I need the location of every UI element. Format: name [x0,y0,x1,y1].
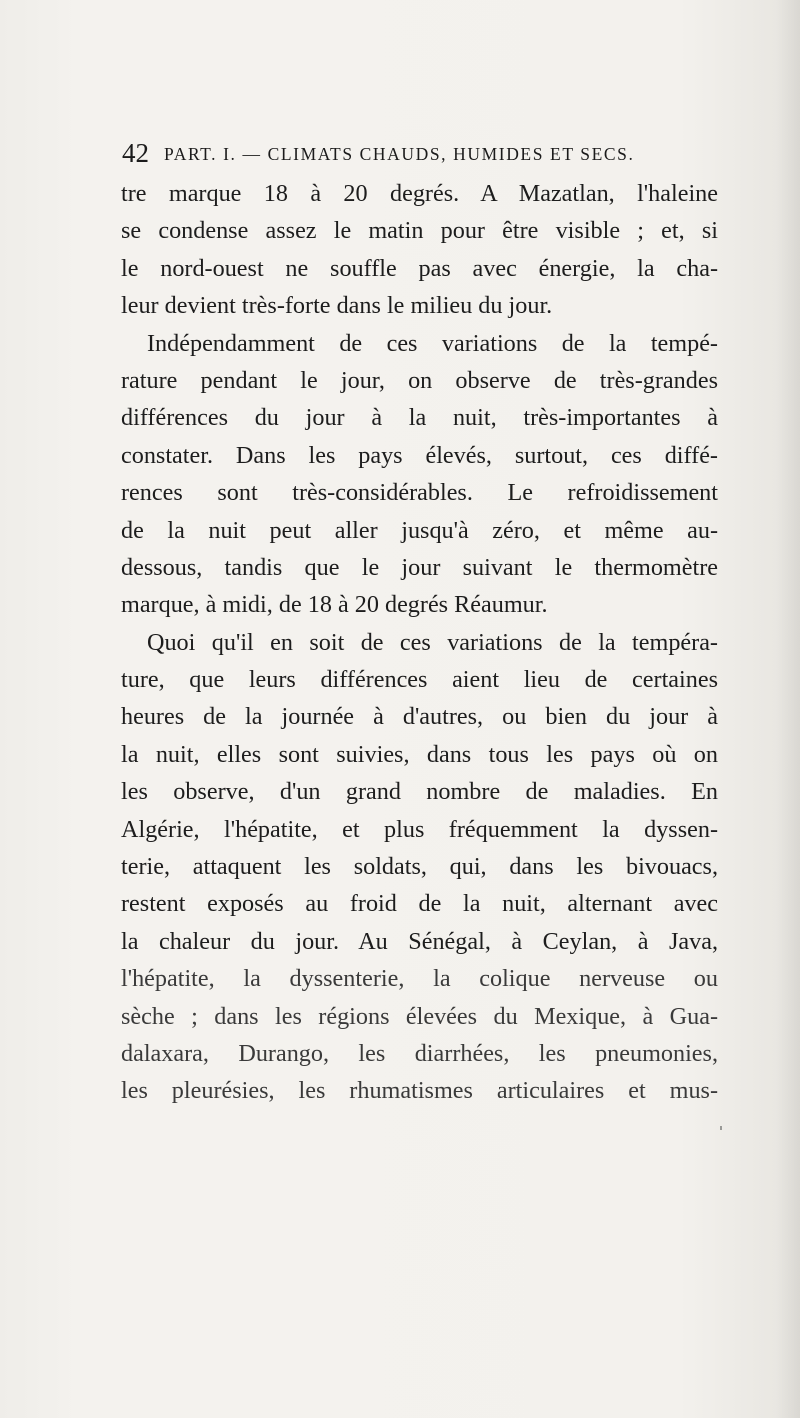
paragraph-start-line: Indépendamment de ces variations de la tempé- [147,329,718,357]
text-line: rature pendant le jour, on observe de très-grandes [121,366,718,394]
text-line: la chaleur du jour. Au Sénégal, à Ceylan, à Java, [121,927,718,955]
text-line: se condense assez le matin pour être visible ; et, si [121,217,718,245]
text-line: constater. Dans les pays élevés, surtout, ces diffé- [121,441,718,469]
text-line: dessous, tandis que le jour suivant le thermomètre [121,553,718,581]
print-speck [720,1126,722,1130]
text-line: ture, que leurs différences aient lieu de certaines [121,666,718,694]
page-header [122,136,722,170]
text-line: sèche ; dans les régions élevées du Mexique, à Gua- [121,1002,718,1030]
text-line: heures de la journée à d'autres, ou bien du jour à [121,703,718,731]
text-line: leur devient très-forte dans le milieu du jour. [121,292,553,320]
running-head: PART. I. — CLIMATS CHAUDS, HUMIDES ET SECS. [164,144,635,164]
body-text [121,175,718,1110]
page-number: 42 [122,138,149,168]
text-line: le nord-ouest ne souffle pas avec énergie, la cha- [121,254,718,282]
text-line: l'hépatite, la dyssenterie, la colique nerveuse ou [121,965,718,993]
paragraph-start-line: Quoi qu'il en soit de ces variations de la tempéra- [147,628,718,656]
text-line: de la nuit peut aller jusqu'à zéro, et même au- [121,516,718,544]
text-line: terie, attaquent les soldats, qui, dans les bivouacs, [121,853,718,881]
text-line: les pleurésies, les rhumatismes articulaires et mus- [121,1077,718,1105]
text-line: différences du jour à la nuit, très-importantes à [121,404,718,432]
text-line: les observe, d'un grand nombre de maladies. En [121,778,718,806]
text-line: dalaxara, Durango, les diarrhées, les pneumonies, [121,1039,718,1067]
text-line: restent exposés au froid de la nuit, alternant avec [121,890,718,918]
text-line: la nuit, elles sont suivies, dans tous les pays où on [121,740,718,768]
text-line: rences sont très-considérables. Le refroidissement [121,479,718,507]
text-line: Algérie, l'hépatite, et plus fréquemment la dyssen- [121,815,718,843]
text-line: tre marque 18 à 20 degrés. A Mazatlan, l'haleine [121,180,718,207]
text-line: marque, à midi, de 18 à 20 degrés Réaumur. [121,591,548,619]
